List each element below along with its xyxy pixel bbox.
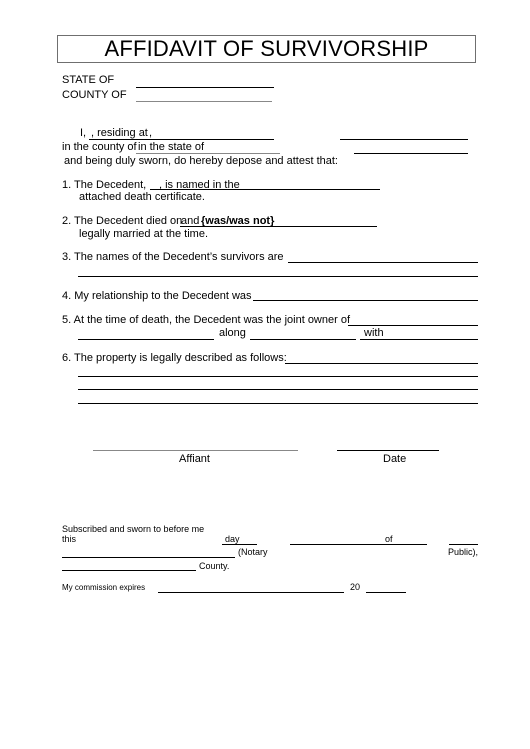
item6-text: 6. The property is legally described as follows:	[62, 352, 287, 364]
affiant-label: Affiant	[179, 453, 210, 465]
item5-along-text: along	[219, 327, 246, 339]
item5-with-text: with	[364, 327, 384, 339]
item1-text: 1. The Decedent,	[62, 179, 147, 191]
commission-year-field[interactable]	[366, 592, 406, 593]
state-label: STATE OF	[62, 74, 115, 86]
property-description-field-2[interactable]	[78, 376, 478, 377]
intro-county-label: in the county of	[62, 141, 137, 153]
notary-public-label: Public),	[448, 547, 479, 557]
notary-of-text: of	[385, 534, 393, 544]
item4-text: 4. My relationship to the Decedent was	[62, 290, 252, 302]
county-label: COUNTY OF	[62, 89, 127, 101]
notary-month-field[interactable]	[290, 544, 427, 545]
state-field[interactable]	[136, 87, 274, 88]
notary-county-field[interactable]	[62, 570, 196, 571]
intro-sworn-text: and being duly sworn, do hereby depose and attest that:	[64, 155, 338, 167]
county-state-field[interactable]	[136, 153, 280, 154]
affiant-signature-field[interactable]	[93, 450, 298, 451]
commission-year-prefix: 20	[350, 582, 361, 592]
notary-name-field[interactable]	[62, 557, 235, 558]
name-address-field[interactable]	[89, 139, 274, 140]
joint-property-field[interactable]	[348, 325, 478, 326]
notary-day-text: day	[225, 534, 240, 544]
property-description-field-3[interactable]	[78, 389, 478, 390]
item3-text: 3. The names of the Decedent’s survivors are	[62, 251, 284, 263]
notary-label: (Notary	[238, 547, 268, 557]
along-field[interactable]	[250, 339, 356, 340]
decedent-name-field[interactable]	[150, 189, 380, 190]
item2-and-text: and	[181, 215, 200, 227]
with-field[interactable]	[360, 339, 478, 340]
death-date-field[interactable]	[180, 226, 377, 227]
item5-text: 5. At the time of death, the Decedent was the joint owner of	[62, 314, 351, 326]
address-field[interactable]	[340, 139, 468, 140]
survivors-field-1[interactable]	[288, 262, 478, 263]
intro-state-label: in the state of	[138, 141, 205, 153]
item1-certificate-text: attached death certificate.	[79, 191, 205, 203]
commission-expires-field[interactable]	[158, 592, 344, 593]
title-box	[57, 35, 476, 63]
item2-married-text: legally married at the time.	[79, 228, 208, 240]
intro-comma: ,	[149, 127, 153, 139]
notary-this-text: this	[62, 534, 77, 544]
state-name-field[interactable]	[354, 153, 468, 154]
page-title: AFFIDAVIT OF SURVIVORSHIP	[104, 36, 429, 61]
item2-text: 2. The Decedent died on	[62, 215, 183, 227]
intro-residing-label: , residing at	[91, 127, 148, 139]
date-label: Date	[383, 453, 407, 465]
intro-i-label: I,	[80, 127, 87, 139]
property-owner-field[interactable]	[78, 339, 214, 340]
commission-label: My commission expires	[62, 583, 146, 592]
survivors-field-2[interactable]	[78, 276, 478, 277]
notary-subscribed-text: Subscribed and sworn to before me	[62, 524, 205, 534]
county-field[interactable]	[136, 101, 272, 102]
signature-date-field[interactable]	[337, 450, 439, 451]
property-description-field-4[interactable]	[78, 403, 478, 404]
item2-choice-text: {was/was not}	[201, 215, 275, 227]
notary-county-label: County.	[199, 561, 230, 571]
notary-year-field[interactable]	[449, 544, 478, 545]
notary-day-field[interactable]	[222, 544, 257, 545]
relationship-field[interactable]	[253, 300, 478, 301]
property-description-field-1[interactable]	[285, 363, 478, 364]
item1-named-text: , is named in the	[159, 179, 240, 191]
